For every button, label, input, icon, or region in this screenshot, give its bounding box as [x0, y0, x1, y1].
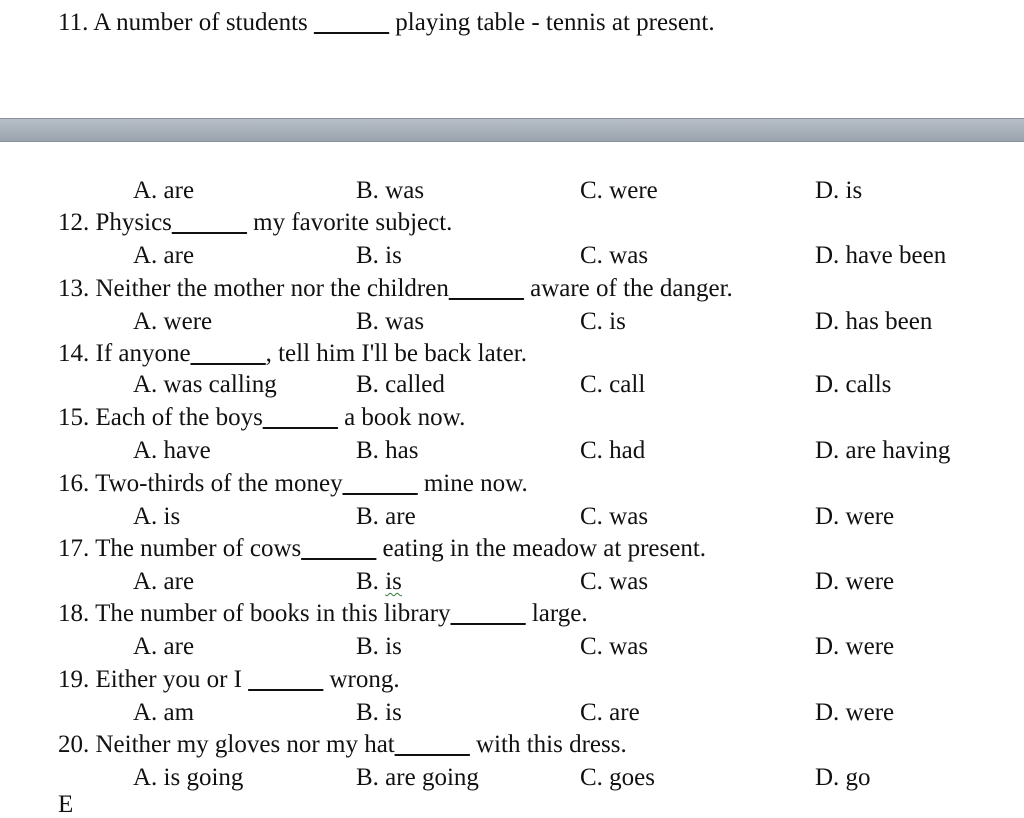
answer-blank: ______	[171, 209, 247, 236]
question-11	[58, 10, 715, 35]
spellcheck-word: is	[385, 568, 402, 595]
question-text-after: large.	[531, 600, 588, 627]
question-14	[58, 341, 527, 366]
option-a: A. are	[133, 177, 195, 204]
question-15	[58, 405, 465, 430]
question-17	[58, 536, 706, 561]
question-number: 12.	[58, 209, 90, 236]
question-13	[58, 276, 733, 301]
option-b: B. was	[356, 308, 425, 335]
question-number: 14.	[58, 340, 90, 367]
option-a: A. are	[133, 242, 195, 269]
question-text-after: playing table - tennis at present.	[395, 9, 715, 36]
question-text-after: wrong.	[329, 666, 400, 693]
option-c: C. were	[580, 177, 658, 204]
answer-blank: ______	[314, 9, 390, 36]
option-c: C. is	[580, 308, 626, 335]
question-12	[58, 210, 452, 235]
option-a: A. is	[133, 503, 181, 530]
option-b	[356, 569, 402, 594]
option-a: A. have	[133, 437, 211, 464]
answer-blank: ______	[448, 275, 524, 302]
question-number: 19.	[58, 666, 90, 693]
option-d: D. were	[815, 699, 895, 726]
question-number: 11.	[58, 9, 89, 36]
option-b: B. are	[356, 503, 416, 530]
option-c: C. was	[580, 503, 649, 530]
option-b: B. was	[356, 177, 425, 204]
option-c: C. was	[580, 242, 649, 269]
option-b: B. are going	[356, 764, 479, 791]
question-19	[58, 667, 400, 692]
option-a: A. am	[133, 699, 195, 726]
question-text-after: a book now.	[344, 404, 466, 431]
question-text-after: , tell him I'll be back later.	[265, 340, 527, 367]
option-d: D. are having	[815, 437, 951, 464]
question-text-after: mine now.	[423, 470, 528, 497]
option-a: A. was calling	[133, 371, 277, 398]
option-d: D. were	[815, 568, 895, 595]
option-c: C. call	[580, 371, 646, 398]
question-text-before: A number of students	[93, 9, 308, 36]
option-b: B. is	[356, 633, 402, 660]
page-break-separator	[0, 118, 1024, 142]
question-text-after: my favorite subject.	[253, 209, 453, 236]
question-text-before: Neither the mother nor the children	[95, 275, 449, 302]
question-text-after: aware of the danger.	[530, 275, 733, 302]
answer-blank: ______	[450, 600, 526, 627]
question-text-before: The number of cows	[95, 535, 302, 562]
question-16	[58, 471, 528, 496]
answer-blank: ______	[262, 404, 338, 431]
option-d: D. were	[815, 633, 895, 660]
option-c: C. was	[580, 568, 649, 595]
option-b: B. is	[356, 242, 402, 269]
option-b-prefix: B.	[356, 568, 386, 595]
question-text-before: Each of the boys	[95, 404, 263, 431]
question-text-before: Two-thirds of the money	[95, 470, 343, 497]
option-c: C. are	[580, 699, 640, 726]
option-d: D. were	[815, 503, 895, 530]
question-18	[58, 601, 588, 626]
question-text-before: Neither my gloves nor my hat	[95, 731, 395, 758]
question-number: 18.	[58, 600, 90, 627]
question-text-after: with this dress.	[476, 731, 627, 758]
question-number: 13.	[58, 275, 90, 302]
option-d: D. have been	[815, 242, 947, 269]
option-b: B. is	[356, 699, 402, 726]
option-c: C. was	[580, 633, 649, 660]
question-number: 16.	[58, 470, 90, 497]
option-a: A. were	[133, 308, 213, 335]
question-text-before: Either you or I	[95, 666, 242, 693]
option-d: D. calls	[815, 371, 892, 398]
answer-blank: ______	[342, 470, 418, 497]
option-d: D. go	[815, 764, 871, 791]
option-a: A. are	[133, 568, 195, 595]
answer-blank: ______	[190, 340, 266, 367]
question-text-after: eating in the meadow at present.	[382, 535, 707, 562]
option-c: C. had	[580, 437, 646, 464]
option-c: C. goes	[580, 764, 655, 791]
option-b: B. called	[356, 371, 445, 398]
question-text-before: If anyone	[95, 340, 191, 367]
option-b: B. has	[356, 437, 419, 464]
option-d: D. is	[815, 177, 863, 204]
answer-blank: ______	[248, 666, 324, 693]
question-text-before: The number of books in this library	[95, 600, 451, 627]
option-a: A. are	[133, 633, 195, 660]
cut-off-text: E	[58, 791, 74, 818]
question-text-before: Physics	[95, 209, 172, 236]
answer-blank: ______	[301, 535, 377, 562]
option-a: A. is going	[133, 764, 244, 791]
question-number: 17.	[58, 535, 90, 562]
option-d: D. has been	[815, 308, 933, 335]
question-20	[58, 732, 627, 757]
question-number: 20.	[58, 731, 90, 758]
question-number: 15.	[58, 404, 90, 431]
answer-blank: ______	[394, 731, 470, 758]
